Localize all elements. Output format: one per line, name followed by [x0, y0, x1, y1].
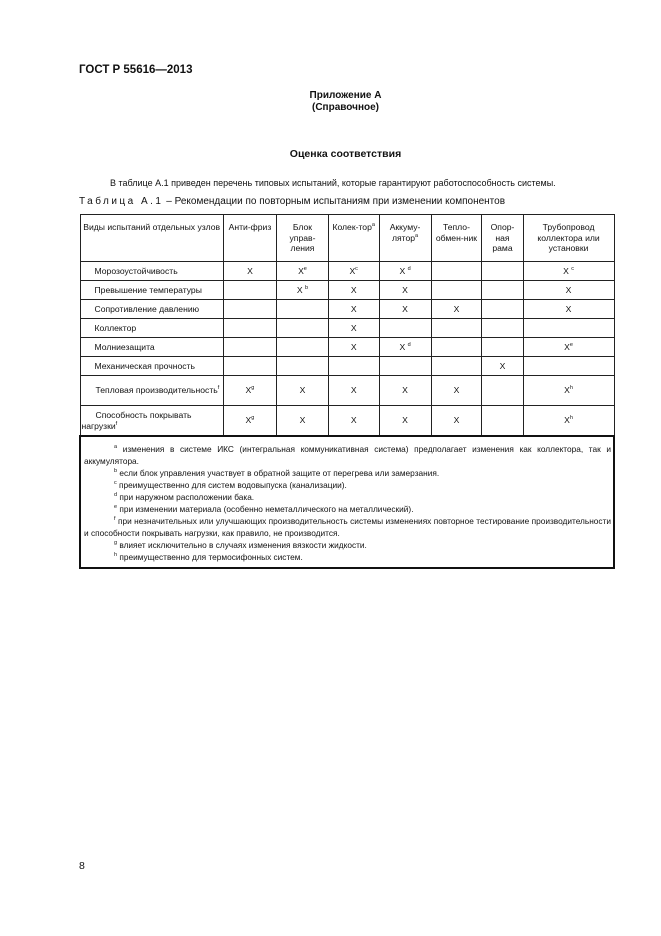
table-cell: [223, 357, 276, 376]
column-header: Трубопровод коллектора или установки: [523, 215, 614, 262]
row-label: Коллектор: [80, 319, 223, 338]
table-cell: X $^d$: [379, 262, 431, 281]
row-label: Морозоустойчивость: [80, 262, 223, 281]
table-cell: X: [379, 376, 431, 406]
table-note: $^c$ преимущественно для систем водовыпуска (канализации).: [114, 480, 347, 490]
table-cell: $X^h$: [523, 406, 614, 437]
table-note: $^h$ преимущественно для термосифонных систем.: [114, 552, 303, 562]
appendix-title: Приложение А: [309, 90, 382, 101]
table-cell: [277, 357, 329, 376]
table-cell: [223, 281, 276, 300]
table-cell: X: [223, 262, 276, 281]
column-header: Виды испытаний отдельных узлов: [80, 215, 223, 262]
row-label: Молниезащита: [80, 338, 223, 357]
table-row: [80, 357, 614, 376]
standard-code: ГОСТ Р 55616—2013: [79, 64, 193, 76]
row-label: Механическая прочность: [80, 357, 223, 376]
column-header: Колек-тор$^a$: [328, 215, 379, 262]
table-cell: [223, 319, 276, 338]
page-number: 8: [79, 860, 85, 872]
column-header: Опор-ная рама: [482, 215, 523, 262]
table-caption: [79, 196, 505, 207]
table-caption-text: – Рекомендации по повторным испытаниям при изменении компонентов: [163, 196, 506, 207]
row-label: Тепловая производительность$^f$: [80, 376, 223, 406]
table-note: $^f$ при незначительных или улучшающих производительность системы изменениях повторное тестирование производительности и способности покрывать нагрузки, как правило, не производится.: [84, 516, 611, 538]
table-cell: X: [379, 406, 431, 437]
row-label: Превышение температуры: [80, 281, 223, 300]
table-row: [80, 319, 614, 338]
table-cell: $X^h$: [523, 376, 614, 406]
table-cell: X $^b$: [277, 281, 329, 300]
table-cell: [482, 376, 523, 406]
table-cell: [379, 319, 431, 338]
column-header: Тепло-обмен-ник: [431, 215, 482, 262]
column-header: Блок управ-ления: [277, 215, 329, 262]
table-note: $^a$ изменения в системе ИКС (интегральная коммуникативная система) предполагает изменения как коллектора, так и аккумулятора.: [84, 444, 611, 466]
table-cell: [482, 300, 523, 319]
table-row: [80, 262, 614, 281]
table-header-row: [80, 215, 614, 262]
table-cell: X: [482, 357, 523, 376]
table-cell: X: [328, 338, 379, 357]
appendix-subtitle: (Справочное): [312, 102, 379, 113]
table-note: $^d$ при наружном расположении бака.: [114, 492, 255, 502]
table-cell: Xe: [523, 338, 614, 357]
table-row: [80, 406, 614, 437]
column-header: Аккуму-лятор$^a$: [379, 215, 431, 262]
table-cell: X: [379, 281, 431, 300]
table-cell: [223, 338, 276, 357]
tests-table: [79, 214, 615, 569]
table-cell: [482, 338, 523, 357]
table-note: $^g$ влияет исключительно в случаях изменения вязкости жидкости.: [114, 540, 367, 550]
section-title: Оценка соответствия: [289, 148, 402, 160]
table-cell: X: [523, 300, 614, 319]
table-row: [80, 300, 614, 319]
row-label: Сопротивление давлению: [80, 300, 223, 319]
table-cell: X $^d$: [379, 338, 431, 357]
table-cell: X: [328, 300, 379, 319]
intro-paragraph: В таблице А.1 приведен перечень типовых испытаний, которые гарантируют работоспособность системы.: [110, 178, 556, 188]
table-cell: [431, 319, 482, 338]
table-cell: [482, 262, 523, 281]
table-cell: [523, 319, 614, 338]
row-label: Способность покрывать нагрузки$^f$: [80, 406, 223, 437]
table-cell: X: [328, 281, 379, 300]
appendix-heading: [0, 90, 661, 114]
table-cell: $X^g$: [223, 376, 276, 406]
table-cell: $X^c$: [328, 262, 379, 281]
table-cell: [277, 338, 329, 357]
table-caption-label: Таблица А.1: [79, 196, 164, 207]
table-note: $^e$ при изменении материала (особенно неметаллического на металлический).: [114, 504, 414, 514]
table-cell: [431, 338, 482, 357]
table-cell: X: [328, 406, 379, 437]
table-row: [80, 376, 614, 406]
table-cell: Xe: [277, 262, 329, 281]
table-row: [80, 338, 614, 357]
table-row: [80, 281, 614, 300]
table-cell: X: [431, 300, 482, 319]
table-note: $^b$ если блок управления участвует в обратной защите от перегрева или замерзания.: [114, 468, 440, 478]
table-cell: X: [379, 300, 431, 319]
table-cell: [379, 357, 431, 376]
table-cell: [482, 406, 523, 437]
table-cell: [223, 300, 276, 319]
table-cell: [328, 357, 379, 376]
table-cell: X: [328, 376, 379, 406]
table-notes: [80, 436, 614, 568]
table-cell: X: [431, 406, 482, 437]
table-cell: [482, 281, 523, 300]
table-cell: [431, 262, 482, 281]
table-cell: X: [523, 281, 614, 300]
table-cell: [277, 319, 329, 338]
table-cell: [431, 357, 482, 376]
table-cell: [277, 300, 329, 319]
table-cell: $X^g$: [223, 406, 276, 437]
table-cell: X: [328, 319, 379, 338]
table-cell: [431, 281, 482, 300]
table-cell: X: [277, 406, 329, 437]
table-cell: [482, 319, 523, 338]
table-cell: X: [277, 376, 329, 406]
column-header: Анти-фриз: [223, 215, 276, 262]
table-cell: [523, 357, 614, 376]
table-cell: X: [431, 376, 482, 406]
table-cell: X $^c$: [523, 262, 614, 281]
notes-row: [80, 436, 614, 568]
